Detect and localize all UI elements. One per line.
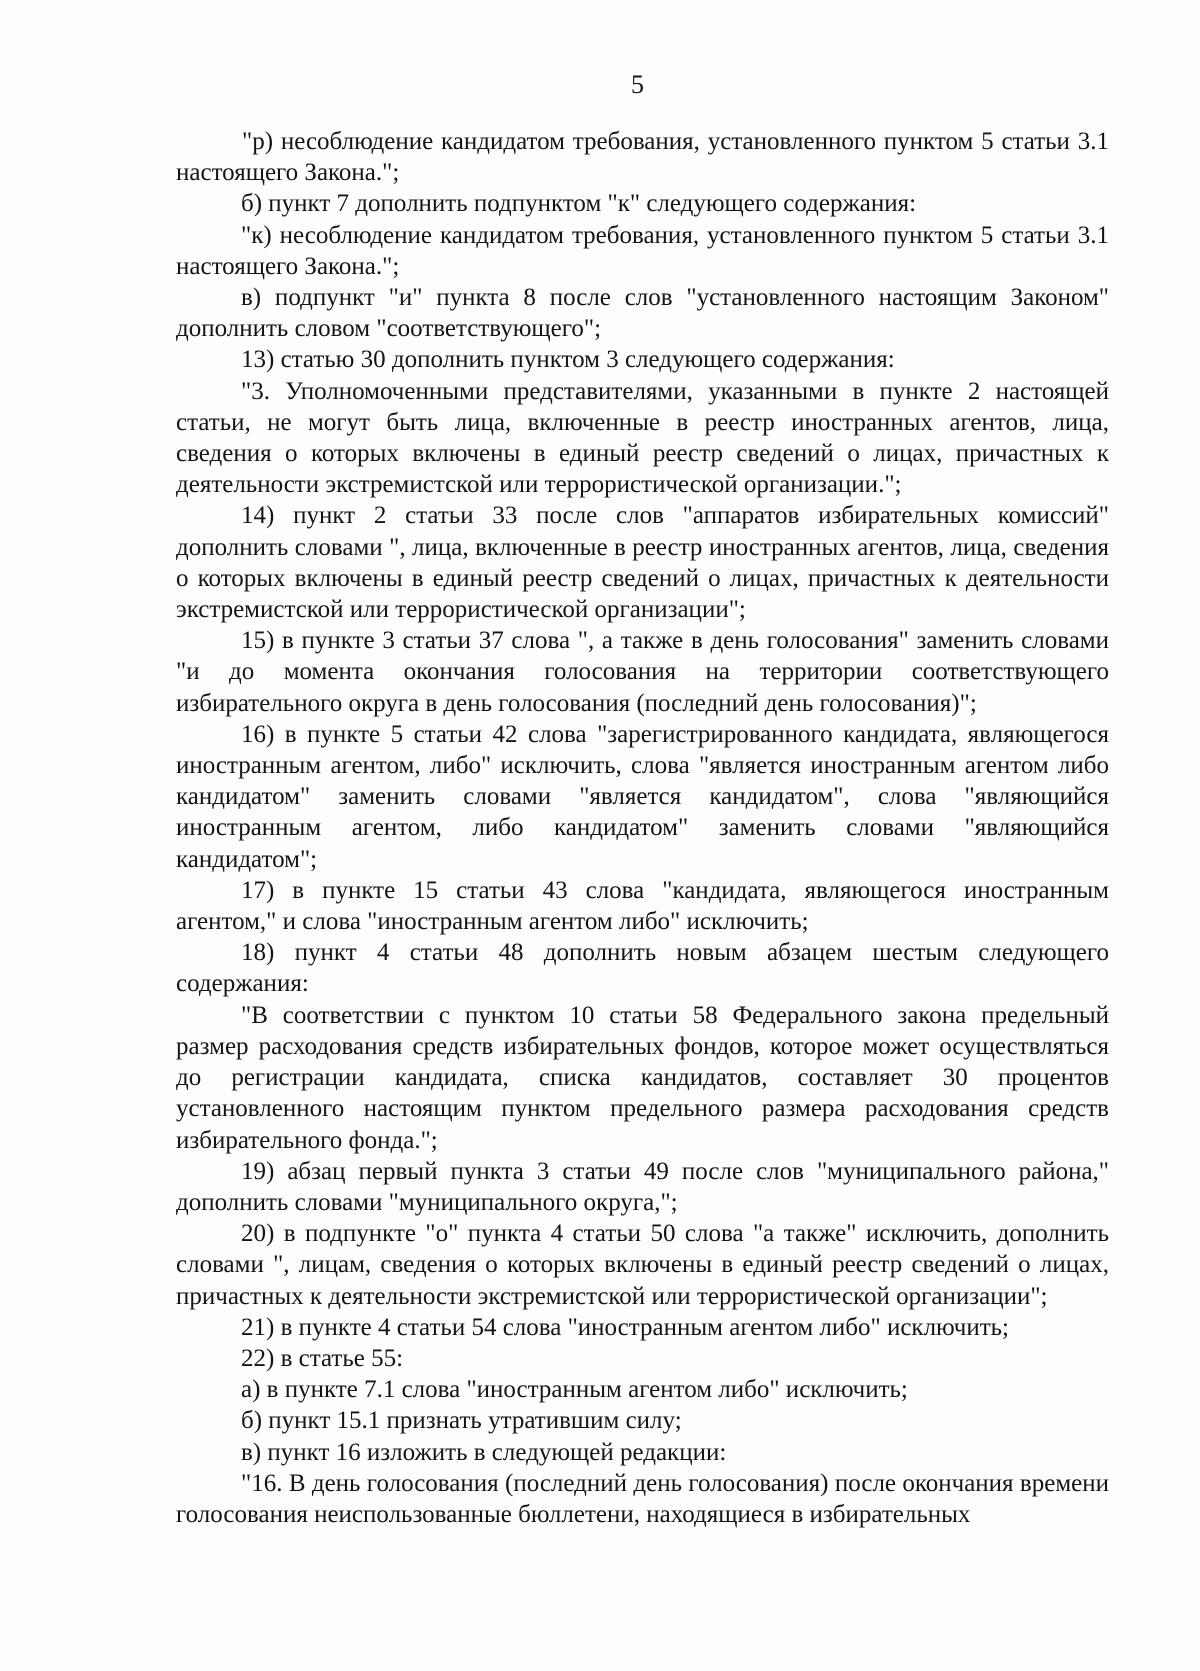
paragraph-16: 16) в пункте 5 статьи 42 слова "зарегистрированного кандидата, являющегося иностранным агентом, либо" исключить, слова "является иностранным агентом либо кандидатом" заменить словами "является кандидатом", слова "являющийся иностранным агентом, либо кандидатом" заменить словами "являющийся кандидатом"; xyxy=(176,720,1109,873)
paragraph-r-subpoint: "р) несоблюдение кандидатом требования, установленного пунктом 5 статьи 3.1 настоящего Закона."; xyxy=(176,128,1109,187)
paragraph-19: 19) абзац первый пункта 3 статьи 49 после слов "муниципального района," дополнить словами "муниципального округа,"; xyxy=(176,1157,1109,1216)
paragraph-quote-federal-law: "В соответствии с пунктом 10 статьи 58 Федерального закона предельный размер расходования средств избирательных фондов, которое может осуществляться до регистрации кандидата, списка кандидатов, составляет 30 процентов установленного настоящим пунктом предельного размера расходования средств избирательного фонда."; xyxy=(176,1001,1109,1154)
page-number: 5 xyxy=(631,70,644,99)
paragraph-13: 13) статью 30 дополнить пунктом 3 следующего содержания: xyxy=(241,346,895,374)
paragraph-20: 20) в подпункте "о" пункта 4 статьи 50 слова "а также" исключить, дополнить словами ", лицам, сведения о которых включены в единый реестр сведений о лицах, причастных к деятельности экстремистской или террористической организации"; xyxy=(176,1220,1109,1310)
paragraph-22: 22) в статье 55: xyxy=(241,1344,404,1372)
paragraph-17: 17) в пункте 15 статьи 43 слова "кандидата, являющегося иностранным агентом," и слова "иностранным агентом либо" исключить; xyxy=(176,876,1109,936)
paragraph-14: 14) пункт 2 статьи 33 после слов "аппаратов избирательных комиссий" дополнить словами ", лица, включенные в реестр иностранных агентов, лица, сведения о которых включены в единый реестр сведений о лицах, причастных к деятельности экстремистской или террористической организации"; xyxy=(176,502,1109,624)
paragraph-quote-16: "16. В день голосования (последний день голосования) после окончания времени голосования неиспользованные бюллетени, находящиеся в избирательных xyxy=(176,1469,1109,1528)
paragraph-22-a: а) в пункте 7.1 слова "иностранным агентом либо" исключить; xyxy=(241,1376,908,1404)
paragraph-v-point-8: в) подпункт "и" пункта 8 после слов "установленного настоящим Законом" дополнить словом "соответствующего"; xyxy=(176,284,1109,343)
paragraph-quote-3: "3. Уполномоченными представителями, указанными в пункте 2 настоящей статьи, не могут быть лица, включенные в реестр иностранных агентов, лица, сведения о которых включены в единый реестр сведений о лицах, причастных к деятельности экстремистской или террористической организации."; xyxy=(176,377,1109,499)
paragraph-15: 15) в пункте 3 статьи 37 слова ", а также в день голосования" заменить словами "и до момента окончания голосования на территории соответствующего избирательного округа в день голосования (последний день голосования)"; xyxy=(176,627,1109,717)
paragraph-b-point-7: б) пункт 7 дополнить подпунктом "к" следующего содержания: xyxy=(241,190,917,218)
paragraph-21: 21) в пункте 4 статьи 54 слова "иностранным агентом либо" исключить; xyxy=(241,1313,1009,1341)
paragraph-k-subpoint: "к) несоблюдение кандидатом требования, установленного пунктом 5 статьи 3.1 настоящего Закона."; xyxy=(176,221,1109,280)
paragraph-22-v: в) пункт 16 изложить в следующей редакции: xyxy=(241,1438,727,1466)
paragraph-18: 18) пункт 4 статьи 48 дополнить новым абзацем шестым следующего содержания: xyxy=(176,939,1109,998)
paragraph-22-b: б) пункт 15.1 признать утратившим силу; xyxy=(241,1407,682,1435)
document-body xyxy=(176,126,1109,1530)
